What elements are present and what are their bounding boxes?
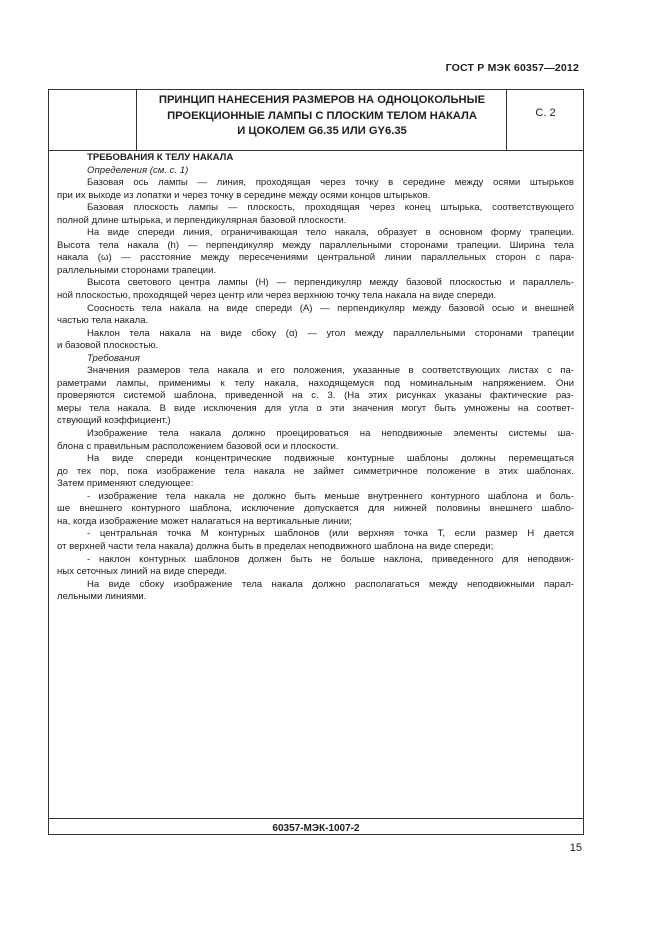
paragraph [57,177,574,202]
text-line: - изображение тела накала не должно быть меньше внутреннего контурного шаблона и боль- [87,490,574,502]
paragraph [57,277,574,302]
title-line: И ЦОКОЛЕМ G6.35 ИЛИ GY6.35 [237,125,407,137]
text-line: меры тела накала. В виде исключения для угла α эти значения могут быть умножены на соответ- [57,402,574,414]
document-body [57,152,574,604]
page-title [137,93,507,140]
text-line: блона с правильным расположением базовой оси и плоскости. [57,440,339,452]
title-line: ПРОЕКЦИОННЫЕ ЛАМПЫ С ПЛОСКИМ ТЕЛОМ НАКАЛА [167,109,477,122]
text-line: Затем применяют следующее: [57,478,194,490]
text-line: накала (ω) — расстояние между пересечениями центральной линии параллельных сторон с пара- [57,252,574,264]
document-frame [48,89,584,835]
text-line: - центральная точка M контурных шаблонов (или верхняя точка T, если размер H дается [87,528,574,540]
text-line: Соосность тела накала на виде спереди (A) — перпендикуляр между базовой осью и внешней [87,302,574,314]
text-line: от верхней части тела накала) должна быть в пределах неподвижного шаблона на виде спереди; [57,540,494,552]
paragraph [57,227,574,277]
text-line: Наклон тела накала на виде сбоку (α) — угол между параллельными сторонами трапеции [87,327,574,339]
requirements-subheading: Требования [87,352,140,364]
title-line: ПРИНЦИП НАНЕСЕНИЯ РАЗМЕРОВ НА ОДНОЦОКОЛЬНЫЕ [158,94,486,106]
paragraph [57,428,574,453]
sheet-number: С. 2 [535,107,556,119]
text-line: Базовая плоскость лампы — плоскость, проходящая через конец штырька, соответствующего [87,202,574,214]
definitions-subheading: Определения (см. с. 1) [87,164,189,176]
text-line: до тех пор, пока изображение тела накала не займет симметричное положение в этих шаблонах. [57,465,574,477]
text-line: Высота тела накала (h) — перпендикуляр между параллельными сторонами трапеции. Ширина тела [57,239,574,251]
text-line: полной длине штырька, и перпендикулярная базовой плоскости. [57,214,347,226]
text-line: частью тела накала. [57,315,149,327]
paragraph [57,554,574,579]
text-line: раметрами лампы, применимы к телу накала, находящемуся под номинальным напряжением. Они [57,377,574,389]
text-line: Значения размеров тела накала и его положения, указанные в соответствующих листах с па- [87,365,574,377]
text-line: Высота светового центра лампы (H) — перпендикуляр между базовой плоскостью и параллель- [87,277,574,289]
title-divider [49,150,583,151]
section-heading: ТРЕБОВАНИЯ К ТЕЛУ НАКАЛА [87,152,234,163]
footer-divider [49,818,583,819]
paragraph [57,528,574,553]
text-line: на, когда изображение может налагаться на вертикальные линии; [57,515,352,527]
paragraph [57,303,574,328]
text-line: проверяются системой шаблона, приведенной на с. 3. (На этих рисунках указаны фактические раз- [57,390,574,402]
paragraph [57,453,574,491]
paragraph [57,365,574,428]
text-line: ше внешнего контурного шаблона, исключение допускается для нижней половины внешнего шабло- [57,503,574,515]
paragraph [57,328,574,353]
text-line: На виде спереди линия, ограничивающая тело накала, образует в основном форму трапеции. [87,227,574,239]
footer-code: 60357-МЭК-1007-2 [272,823,360,834]
text-line: ствующий коэффициент.) [57,415,171,427]
page-number: 15 [569,842,582,854]
text-line: раллельными сторонами трапеции. [57,264,217,276]
text-line: ной плоскостью, проходящей через центр или через верхнюю точку тела накала на виде спереди. [57,290,497,302]
text-line: при их выходе из лопатки и через точку в середине между осями концов штырьков. [57,189,431,201]
standard-number: ГОСТ Р МЭК 60357—2012 [445,62,579,74]
paragraph [57,491,574,529]
text-line: - наклон контурных шаблонов должен быть не больше наклона, приведенного для неподвиж- [87,553,574,565]
text-line: Изображение тела накала должно проецироваться на неподвижные элементы системы ша- [87,428,574,440]
text-line: На виде сбоку изображение тела накала должно располагаться между неподвижными парал- [87,578,574,590]
text-line: лельными линиями. [57,591,147,603]
text-line: На виде спереди концентрические подвижные контурные шаблоны должны перемещаться [87,453,574,465]
requirements-block [57,365,574,603]
text-line: Базовая ось лампы — линия, проходящая через точку в середине между осями штырьков [87,177,574,189]
definitions-block [57,177,574,353]
text-line: ных сеточных линий на виде спереди. [57,566,227,578]
paragraph [57,579,574,604]
text-line: и базовой плоскостью. [57,340,159,352]
paragraph [57,202,574,227]
